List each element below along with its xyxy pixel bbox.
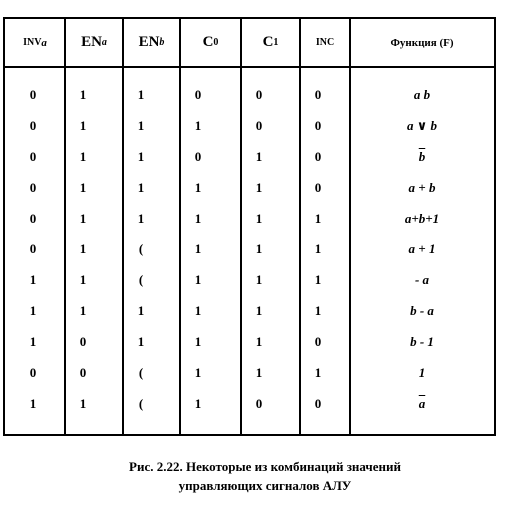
cell-inc: 1 (314, 272, 322, 287)
cell-en-b: ( (138, 272, 144, 287)
cell-function: a + 1 (408, 241, 436, 256)
cell-inc: 1 (314, 365, 322, 380)
cell-en-b: 1 (137, 87, 145, 102)
cell-inv-a: 0 (29, 211, 37, 226)
header-text: EN (81, 34, 102, 50)
cell-c0: 1 (194, 241, 202, 256)
column-divider (64, 19, 66, 434)
cell-function: $\overline{a}$ (418, 396, 426, 411)
cell-en-a: 1 (79, 272, 87, 287)
cell-en-b: 1 (137, 303, 145, 318)
cell-inv-a: 0 (29, 118, 37, 133)
cell-inc: 0 (314, 180, 322, 195)
cell-c1: 1 (255, 365, 263, 380)
cell-en-a: 0 (79, 334, 87, 349)
cell-inc: 0 (314, 149, 322, 164)
header-text: C (202, 34, 214, 50)
column-divider (179, 19, 181, 434)
cell-en-a: 1 (79, 303, 87, 318)
cell-c0: 1 (194, 180, 202, 195)
cell-c0: 1 (194, 303, 202, 318)
header-subscript: a (101, 37, 107, 48)
header-text: Функция (F) (390, 36, 454, 49)
header-text: INV (23, 37, 42, 48)
cell-en-b: ( (138, 396, 144, 411)
cell-c1: 1 (255, 241, 263, 256)
cell-en-b: 1 (137, 118, 145, 133)
cell-inv-a: 0 (29, 180, 37, 195)
cell-inv-a: 1 (29, 272, 37, 287)
cell-c0: 1 (194, 334, 202, 349)
cell-inv-a: 0 (29, 365, 37, 380)
column-divider (240, 19, 242, 434)
cell-c0: 1 (194, 272, 202, 287)
header-inv-a (5, 19, 65, 66)
cell-inv-a: 1 (29, 303, 37, 318)
cell-c0: 0 (194, 149, 202, 164)
cell-en-b: ( (138, 365, 144, 380)
header-subscript: 1 (273, 37, 279, 48)
header-subscript: a (41, 36, 47, 49)
cell-inv-a: 0 (29, 87, 37, 102)
header-subscript: b (159, 37, 165, 48)
column-divider (299, 19, 301, 434)
header-function (350, 19, 494, 66)
cell-c0: 1 (194, 118, 202, 133)
cell-inc: 1 (314, 303, 322, 318)
header-c0 (180, 19, 241, 66)
cell-c1: 0 (255, 87, 263, 102)
cell-en-b: 1 (137, 211, 145, 226)
header-subscript: 0 (213, 37, 219, 48)
cell-inc: 0 (314, 87, 322, 102)
cell-en-a: 1 (79, 211, 87, 226)
cell-function: a+b+1 (404, 211, 440, 226)
cell-function: 1 (418, 365, 426, 380)
cell-c1: 1 (255, 180, 263, 195)
cell-function: b - a (410, 303, 434, 318)
alu-control-table (3, 17, 496, 436)
cell-inc: 0 (314, 396, 322, 411)
header-divider (5, 66, 494, 68)
cell-inv-a: 0 (29, 149, 37, 164)
cell-c1: 0 (255, 118, 263, 133)
cell-inc: 0 (314, 334, 322, 349)
figure-caption-line-1: Рис. 2.22. Некоторые из комбинаций значений (129, 459, 401, 474)
cell-c1: 1 (255, 303, 263, 318)
cell-function: - a (414, 272, 430, 287)
cell-en-b: 1 (137, 180, 145, 195)
header-text: C (262, 34, 274, 50)
cell-c0: 1 (194, 396, 202, 411)
cell-inv-a: 1 (29, 396, 37, 411)
cell-function: b - 1 (410, 334, 434, 349)
cell-function: a + b (408, 180, 436, 195)
header-text: EN (138, 34, 160, 50)
cell-c1: 1 (255, 272, 263, 287)
cell-function: $\overline{b}$ (418, 149, 426, 164)
header-en-b (123, 19, 180, 66)
cell-inv-a: 0 (29, 241, 37, 256)
header-inc (300, 19, 350, 66)
cell-function: a ∨ b (406, 118, 438, 133)
cell-c1: 0 (255, 396, 263, 411)
cell-c1: 1 (255, 149, 263, 164)
cell-c1: 1 (255, 211, 263, 226)
cell-en-a: 1 (79, 118, 87, 133)
cell-en-a: 1 (79, 180, 87, 195)
cell-inc: 0 (314, 118, 322, 133)
cell-en-b: 1 (137, 149, 145, 164)
header-text: INC (315, 37, 335, 48)
header-c1 (241, 19, 300, 66)
cell-c0: 1 (194, 211, 202, 226)
cell-c0: 1 (194, 365, 202, 380)
cell-en-a: 0 (79, 365, 87, 380)
cell-function: a b (413, 87, 431, 102)
cell-inc: 1 (314, 241, 322, 256)
cell-en-a: 1 (79, 241, 87, 256)
cell-inc: 1 (314, 211, 322, 226)
cell-en-a: 1 (79, 396, 87, 411)
cell-c1: 1 (255, 334, 263, 349)
cell-en-b: 1 (137, 334, 145, 349)
cell-en-a: 1 (79, 149, 87, 164)
cell-c0: 0 (194, 87, 202, 102)
figure-caption-line-2: управляющих сигналов АЛУ (178, 478, 352, 493)
column-divider (122, 19, 124, 434)
cell-inv-a: 1 (29, 334, 37, 349)
cell-en-a: 1 (79, 87, 87, 102)
cell-en-b: ( (138, 241, 144, 256)
header-en-a (65, 19, 123, 66)
